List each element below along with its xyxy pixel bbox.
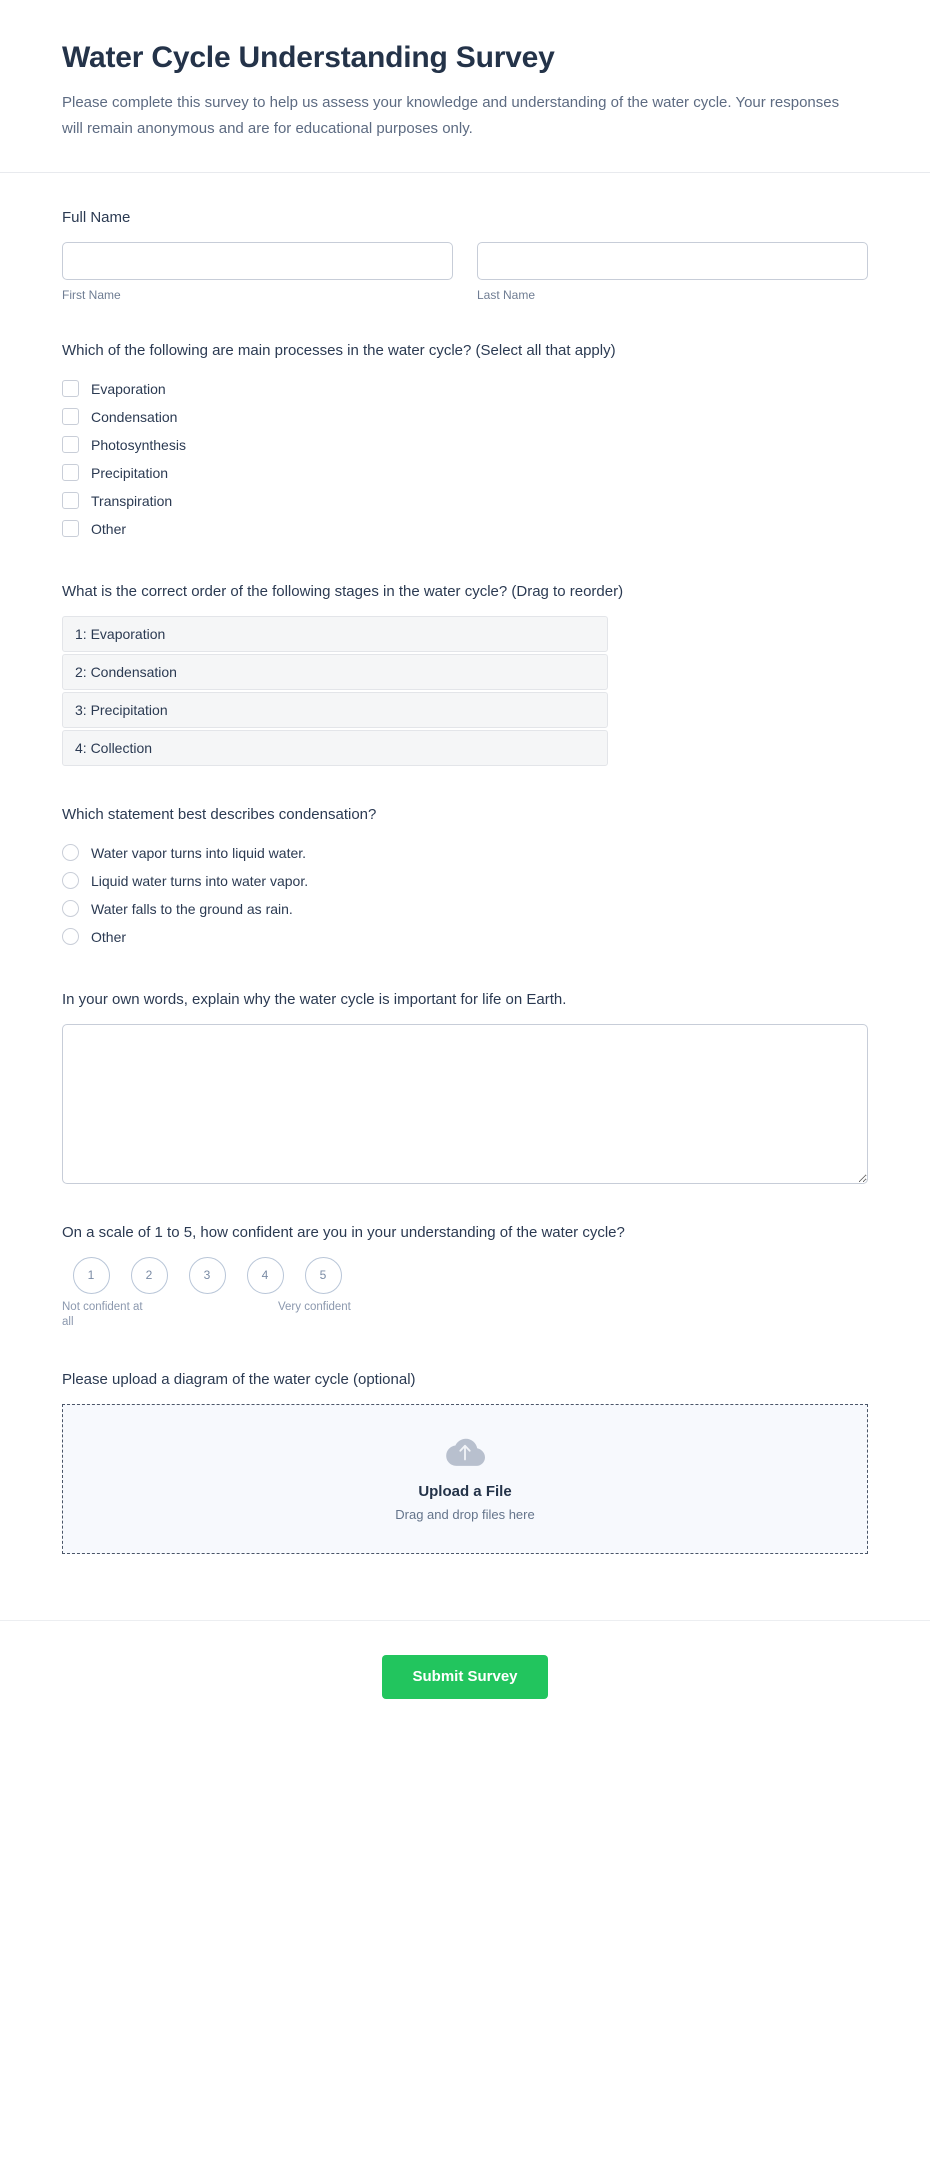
page-title: Water Cycle Understanding Survey — [62, 41, 555, 74]
processes-checkbox-group — [62, 375, 868, 543]
first-name-column — [62, 242, 453, 302]
survey-header — [0, 0, 930, 172]
field-order-stages — [62, 581, 868, 766]
rating-option-4[interactable]: 4 — [247, 1257, 284, 1294]
rating-captions — [62, 1300, 868, 1331]
field-upload — [62, 1369, 868, 1554]
checkbox-option-photosynthesis[interactable] — [62, 431, 868, 459]
confidence-scale — [62, 1257, 868, 1294]
checkbox-icon[interactable] — [62, 492, 79, 509]
checkbox-label: Precipitation — [91, 464, 169, 481]
radio-icon[interactable] — [62, 900, 79, 917]
first-name-input[interactable] — [62, 242, 453, 280]
survey-footer — [0, 1621, 930, 1743]
full-name-row — [62, 242, 868, 302]
reorder-item[interactable]: 2: Condensation — [62, 654, 608, 690]
rating-option-1[interactable]: 1 — [73, 1257, 110, 1294]
full-name-label: Full Name — [62, 208, 131, 226]
checkbox-label: Photosynthesis — [91, 436, 186, 453]
checkbox-option-transpiration[interactable] — [62, 487, 868, 515]
checkbox-label: Evaporation — [91, 380, 166, 397]
first-name-sublabel: First Name — [62, 287, 121, 302]
page-description: Please complete this survey to help us assess your knowledge and understanding of the water cycle. Your responses will remain anonymous and are for educational purposes only. — [62, 94, 840, 137]
checkbox-label: Other — [91, 520, 127, 537]
survey-form — [0, 173, 930, 1602]
field-full-name — [62, 207, 868, 302]
reorder-list — [62, 616, 608, 766]
radio-option-other[interactable] — [62, 923, 868, 951]
checkbox-label: Condensation — [91, 408, 178, 425]
reorder-item[interactable]: 4: Collection — [62, 730, 608, 766]
processes-label: Which of the following are main processes in the water cycle? (Select all that apply) — [62, 341, 616, 359]
checkbox-icon[interactable] — [62, 520, 79, 537]
file-dropzone[interactable] — [62, 1404, 868, 1554]
checkbox-icon[interactable] — [62, 408, 79, 425]
reorder-item[interactable]: 3: Precipitation — [62, 692, 608, 728]
radio-icon[interactable] — [62, 872, 79, 889]
last-name-input[interactable] — [477, 242, 868, 280]
rating-caption-high: Very confident — [278, 1300, 351, 1313]
rating-cell — [236, 1257, 294, 1294]
radio-option-falls-as-rain[interactable] — [62, 895, 868, 923]
rating-cell — [178, 1257, 236, 1294]
last-name-sublabel: Last Name — [477, 287, 536, 302]
checkbox-label: Transpiration — [91, 492, 173, 509]
radio-label: Water vapor turns into liquid water. — [91, 844, 307, 861]
radio-icon[interactable] — [62, 844, 79, 861]
submit-survey-button[interactable]: Submit Survey — [382, 1655, 547, 1699]
rating-option-2[interactable]: 2 — [131, 1257, 168, 1294]
reorder-item[interactable]: 1: Evaporation — [62, 616, 608, 652]
cloud-upload-icon — [444, 1436, 486, 1473]
field-condensation — [62, 804, 868, 951]
radio-option-vapor-to-liquid[interactable] — [62, 839, 868, 867]
checkbox-icon[interactable] — [62, 464, 79, 481]
condensation-radio-group — [62, 839, 868, 951]
radio-option-liquid-to-vapor[interactable] — [62, 867, 868, 895]
checkbox-option-evaporation[interactable] — [62, 375, 868, 403]
rating-cell — [294, 1257, 352, 1294]
explanation-label: In your own words, explain why the water cycle is important for life on Earth. — [62, 990, 567, 1008]
radio-label: Liquid water turns into water vapor. — [91, 872, 309, 889]
explanation-textarea[interactable] — [62, 1024, 868, 1184]
field-explanation — [62, 989, 868, 1184]
last-name-column — [477, 242, 868, 302]
confidence-label: On a scale of 1 to 5, how confident are you in your understanding of the water cycle? — [62, 1223, 625, 1241]
rating-option-3[interactable]: 3 — [189, 1257, 226, 1294]
checkbox-option-other[interactable] — [62, 515, 868, 543]
upload-hint: Drag and drop files here — [395, 1506, 535, 1522]
checkbox-icon[interactable] — [62, 436, 79, 453]
rating-option-5[interactable]: 5 — [305, 1257, 342, 1294]
rating-cell — [120, 1257, 178, 1294]
radio-icon[interactable] — [62, 928, 79, 945]
order-stages-label: What is the correct order of the following stages in the water cycle? (Drag to reorder) — [62, 582, 624, 600]
radio-label: Water falls to the ground as rain. — [91, 900, 293, 917]
checkbox-option-condensation[interactable] — [62, 403, 868, 431]
radio-label: Other — [91, 928, 127, 945]
checkbox-option-precipitation[interactable] — [62, 459, 868, 487]
field-processes — [62, 340, 868, 543]
rating-cell — [62, 1257, 120, 1294]
field-confidence — [62, 1222, 868, 1331]
upload-title: Upload a File — [418, 1482, 512, 1500]
rating-caption-low: Not confident at all — [62, 1300, 143, 1329]
upload-label: Please upload a diagram of the water cycle (optional) — [62, 1370, 416, 1388]
checkbox-icon[interactable] — [62, 380, 79, 397]
condensation-label: Which statement best describes condensation? — [62, 805, 377, 823]
